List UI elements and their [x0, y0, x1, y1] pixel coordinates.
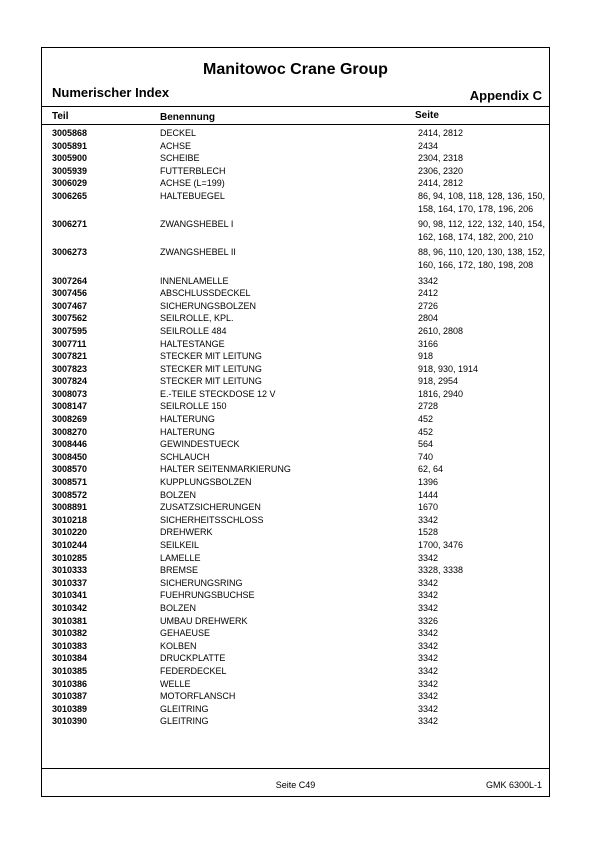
- page-references: 1816, 2940: [418, 388, 464, 399]
- part-number: 3008891: [52, 502, 88, 513]
- part-name: ABSCHLUSSDECKEL: [160, 288, 251, 299]
- part-number: 3005939: [52, 165, 88, 176]
- part-name: DRUCKPLATTE: [160, 653, 226, 664]
- part-number: 3005891: [52, 140, 88, 151]
- part-number: 3007467: [52, 300, 88, 311]
- part-name: GLEITRING: [160, 716, 209, 727]
- part-name: HALTEBUEGEL: [160, 190, 225, 201]
- page-references: 3342: [418, 577, 439, 588]
- page-references: 3342: [418, 275, 439, 286]
- table-row: [42, 552, 549, 565]
- part-name: GLEITRING: [160, 703, 209, 714]
- table-row: [42, 602, 549, 615]
- part-number: 3007821: [52, 351, 88, 362]
- part-number: 3006265: [52, 190, 88, 201]
- table-row: [42, 564, 549, 577]
- page-references: 1528: [418, 527, 439, 538]
- page-references: 3342: [418, 514, 439, 525]
- table-row: [42, 715, 549, 728]
- page-references: 2414, 2812: [418, 128, 464, 138]
- part-name: WELLE: [160, 678, 191, 689]
- table-row: [42, 413, 549, 426]
- page-references: 3342: [418, 653, 439, 664]
- table-row: [42, 627, 549, 640]
- part-number: 3008147: [52, 401, 88, 412]
- part-number: 3008450: [52, 451, 88, 462]
- table-row: [42, 489, 549, 502]
- part-name: SCHEIBE: [160, 153, 200, 164]
- page-references: 452: [418, 426, 434, 437]
- page-references: 3342: [418, 552, 439, 563]
- column-header-rule: [42, 124, 549, 125]
- page-references: 918, 930, 1914: [418, 363, 479, 374]
- table-row: [42, 526, 549, 539]
- part-number: 3008270: [52, 426, 88, 437]
- part-name: STECKER MIT LEITUNG: [160, 376, 262, 387]
- page-references: 1700, 3476: [418, 540, 464, 550]
- part-number: 3007711: [52, 338, 87, 349]
- page-references: 3342: [418, 602, 439, 613]
- part-name: DECKEL: [160, 128, 197, 138]
- table-row: [42, 703, 549, 716]
- table-row: [42, 463, 549, 476]
- part-number: 3006271: [52, 219, 88, 230]
- part-number: 3010382: [52, 628, 88, 639]
- table-row: [42, 177, 549, 190]
- part-name: SEILROLLE 484: [160, 325, 227, 336]
- part-number: 3006273: [52, 247, 88, 258]
- part-name: BOLZEN: [160, 489, 197, 500]
- page-references: 918: [418, 351, 434, 362]
- part-name: ZWANGSHEBEL I: [160, 219, 234, 230]
- page-references: 3342: [418, 678, 439, 689]
- table-row: [42, 426, 549, 439]
- table-row: [42, 127, 549, 140]
- table-row: [42, 325, 549, 338]
- table-row: [42, 190, 549, 215]
- page-references: 3342: [418, 703, 439, 714]
- part-number: 3007456: [52, 288, 88, 299]
- part-name: SICHERUNGSBOLZEN: [160, 300, 257, 311]
- footer-rule: [42, 768, 549, 769]
- table-row: [42, 476, 549, 489]
- part-name: E.-TEILE STECKDOSE 12 V: [160, 388, 276, 399]
- column-header-teil: Teil: [52, 111, 69, 122]
- part-name: FUEHRUNGSBUCHSE: [160, 590, 255, 601]
- table-row: [42, 388, 549, 401]
- page-references: 3166: [418, 338, 439, 349]
- page-frame: [41, 47, 550, 797]
- part-number: 3010389: [52, 703, 88, 714]
- page-references: 88, 96, 110, 120, 130, 138, 152, 160, 166, 172, 180, 198, 208: [418, 247, 545, 270]
- index-table: [42, 127, 549, 728]
- table-row: [42, 363, 549, 376]
- column-header-benennung: Benennung: [160, 112, 215, 123]
- part-number: 3007264: [52, 275, 88, 286]
- table-row: [42, 640, 549, 653]
- page-references: 1444: [418, 489, 439, 500]
- table-row: [42, 312, 549, 325]
- page-references: 564: [418, 439, 434, 450]
- part-name: KOLBEN: [160, 640, 197, 651]
- table-row: [42, 152, 549, 165]
- part-number: 3005868: [52, 128, 88, 138]
- page-number: Seite C49: [275, 780, 316, 790]
- page-references: 2306, 2320: [418, 165, 464, 176]
- company-title: Manitowoc Crane Group: [203, 61, 388, 78]
- page-references: 2726: [418, 300, 439, 311]
- part-name: SEILROLLE, KPL.: [160, 313, 234, 324]
- index-title: Numerischer Index: [52, 85, 170, 100]
- part-number: 3010386: [52, 678, 88, 689]
- table-row: [42, 400, 549, 413]
- table-row: [42, 589, 549, 602]
- page-references: 2434: [418, 140, 439, 151]
- part-name: DREHWERK: [160, 527, 213, 538]
- part-name: FUTTERBLECH: [160, 165, 226, 176]
- part-name: HALTERUNG: [160, 414, 215, 425]
- part-name: ACHSE (L=199): [160, 178, 225, 189]
- part-number: 3010285: [52, 552, 88, 563]
- part-name: FEDERDECKEL: [160, 665, 227, 676]
- table-row: [42, 577, 549, 590]
- part-number: 3008269: [52, 414, 88, 425]
- part-number: 3010385: [52, 665, 88, 676]
- part-number: 3010390: [52, 716, 88, 727]
- part-name: INNENLAMELLE: [160, 275, 229, 286]
- page-references: 2414, 2812: [418, 178, 464, 189]
- part-name: BREMSE: [160, 565, 199, 576]
- page-references: 3342: [418, 590, 439, 601]
- page-references: 3342: [418, 640, 439, 651]
- part-number: 3007823: [52, 363, 88, 374]
- part-number: 3010244: [52, 540, 88, 550]
- part-name: MOTORFLANSCH: [160, 691, 236, 702]
- page-references: 1670: [418, 502, 439, 513]
- table-row: [42, 451, 549, 464]
- part-number: 3010337: [52, 577, 88, 588]
- page-references: 740: [418, 451, 434, 462]
- part-name: UMBAU DREHWERK: [160, 615, 248, 626]
- table-row: [42, 678, 549, 691]
- part-number: 3007824: [52, 376, 88, 387]
- table-row: [42, 438, 549, 451]
- page-references: 3342: [418, 716, 439, 727]
- part-name: SICHERUNGSRING: [160, 577, 243, 588]
- part-name: STECKER MIT LEITUNG: [160, 351, 262, 362]
- part-name: ZWANGSHEBEL II: [160, 247, 236, 258]
- table-row: [42, 287, 549, 300]
- table-row: [42, 514, 549, 527]
- part-number: 3008572: [52, 489, 88, 500]
- part-name: GEWINDESTUECK: [160, 439, 240, 450]
- column-header-seite: Seite: [415, 110, 439, 121]
- header-rule: [42, 106, 549, 107]
- part-number: 3010333: [52, 565, 88, 576]
- table-row: [42, 690, 549, 703]
- page-references: 90, 98, 112, 122, 132, 140, 154, 162, 168, 174, 182, 200, 210: [418, 219, 545, 242]
- page-references: 3328, 3338: [418, 565, 464, 576]
- part-number: 3010341: [52, 590, 88, 601]
- part-number: 3010220: [52, 527, 88, 538]
- page-references: 2728: [418, 401, 439, 412]
- part-number: 3007595: [52, 325, 88, 336]
- part-number: 3008446: [52, 439, 88, 450]
- page-references: 2804: [418, 313, 439, 324]
- part-number: 3010218: [52, 514, 88, 525]
- part-name: GEHAEUSE: [160, 628, 211, 639]
- page-references: 452: [418, 414, 434, 425]
- part-name: SEILROLLE 150: [160, 401, 227, 412]
- part-number: 3008571: [52, 477, 88, 488]
- page-references: 3342: [418, 665, 439, 676]
- part-number: 3008570: [52, 464, 88, 475]
- table-row: [42, 665, 549, 678]
- table-row: [42, 338, 549, 351]
- page-references: 918, 2954: [418, 376, 459, 387]
- table-row: [42, 275, 549, 288]
- page-references: 2412: [418, 288, 439, 299]
- part-name: SICHERHEITSSCHLOSS: [160, 514, 264, 525]
- part-name: LAMELLE: [160, 552, 201, 563]
- table-row: [42, 615, 549, 628]
- part-name: STECKER MIT LEITUNG: [160, 363, 262, 374]
- table-row: [42, 246, 549, 271]
- part-name: HALTER SEITENMARKIERUNG: [160, 464, 291, 475]
- part-number: 3010383: [52, 640, 88, 651]
- page-references: 62, 64: [418, 464, 444, 475]
- part-name: SCHLAUCH: [160, 451, 210, 462]
- page-references: 3342: [418, 691, 439, 702]
- part-name: ACHSE: [160, 140, 192, 151]
- part-number: 3008073: [52, 388, 88, 399]
- part-name: HALTERUNG: [160, 426, 215, 437]
- page-references: 1396: [418, 477, 439, 488]
- part-number: 3010381: [52, 615, 88, 626]
- table-row: [42, 350, 549, 363]
- part-number: 3010387: [52, 691, 88, 702]
- page-references: 86, 94, 108, 118, 128, 136, 150, 158, 164, 170, 178, 196, 206: [418, 190, 545, 214]
- page-references: 3326: [418, 615, 439, 626]
- page-references: 2304, 2318: [418, 153, 464, 164]
- page-references: 3342: [418, 628, 439, 639]
- model-label: GMK 6300L-1: [485, 780, 542, 790]
- part-number: 3005900: [52, 153, 88, 164]
- table-row: [42, 539, 549, 552]
- part-name: KUPPLUNGSBOLZEN: [160, 477, 252, 488]
- part-number: 3006029: [52, 178, 88, 189]
- part-name: BOLZEN: [160, 602, 197, 613]
- table-row: [42, 140, 549, 153]
- table-row: [42, 652, 549, 665]
- table-row: [42, 300, 549, 313]
- part-name: SEILKEIL: [160, 540, 200, 550]
- part-name: HALTESTANGE: [160, 338, 225, 349]
- table-row: [42, 501, 549, 514]
- part-number: 3010384: [52, 653, 88, 664]
- table-row: [42, 165, 549, 178]
- table-row: [42, 218, 549, 243]
- part-name: ZUSATZSICHERUNGEN: [160, 502, 261, 513]
- page-references: 2610, 2808: [418, 325, 464, 336]
- appendix-label: Appendix C: [469, 88, 542, 103]
- part-number: 3007562: [52, 313, 88, 324]
- part-number: 3010342: [52, 602, 88, 613]
- table-row: [42, 375, 549, 388]
